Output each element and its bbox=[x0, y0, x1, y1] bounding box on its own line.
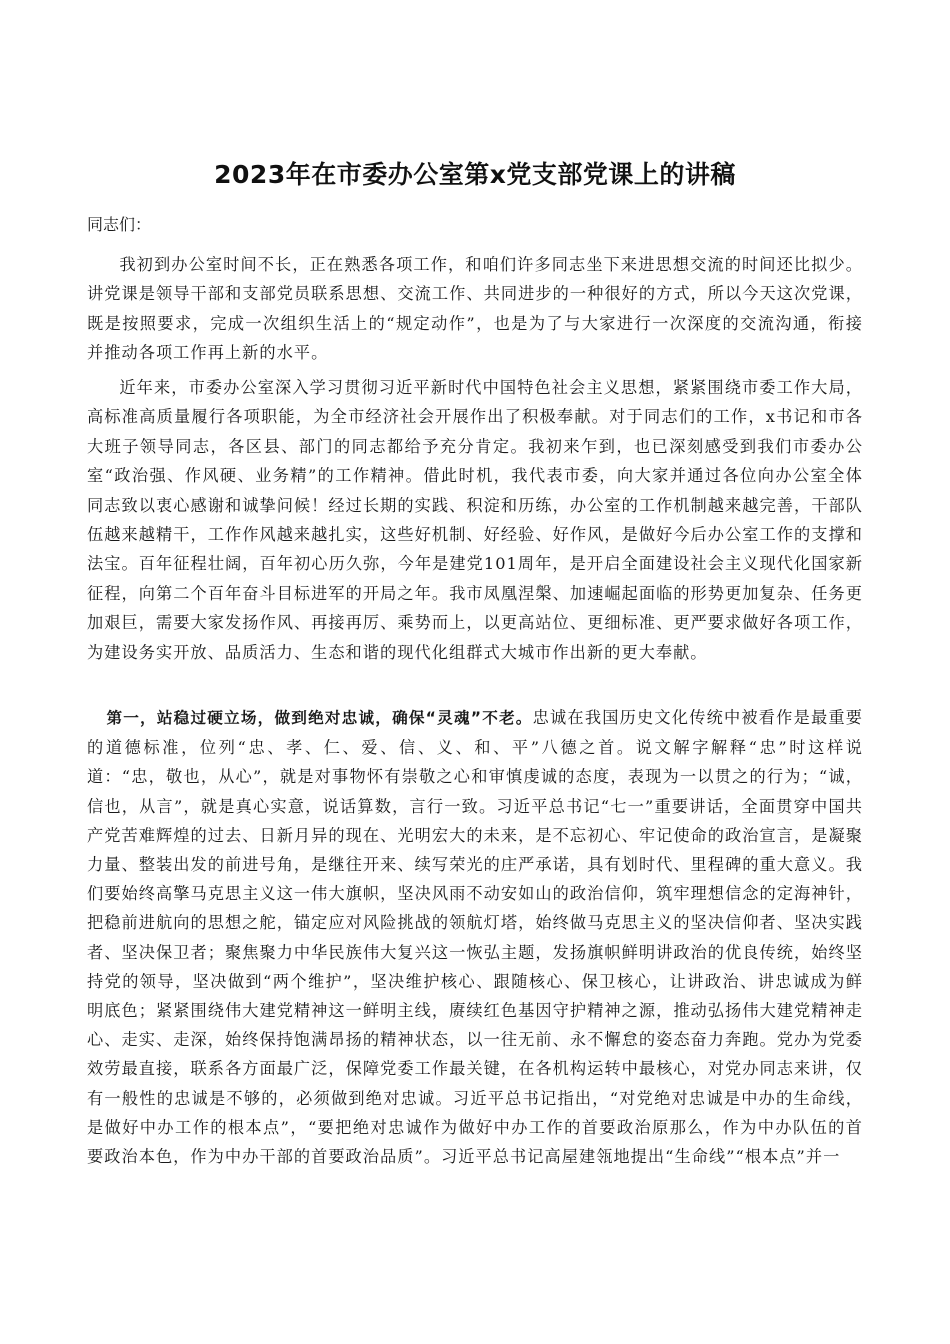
section-body: 忠诚在我国历史文化传统中被看作是最重要的道德标准，位列“忠、孝、仁、爱、信、义、和、平”八德之首。说文解字解释“忠”时这样说道：“忠，敬也，从心”，就是对事物怀有崇敬之心和审慎虔诚的态度，表现为一以贯之的行为；“诚，信也，从言”，就是真心实意，说话算数，言行一致。习近平总书记“七一”重要讲话，全面贯穿中国共产党苦难辉煌的过去、日新月异的现在、光明宏大的未来，是不忘初心、牢记使命的政治宣言，是凝聚力量、整装出发的前进号角，是继往开来、续写荣光的庄严承诺，具有划时代、里程碑的重大意义。我们要始终高擎马克思主义这一伟大旗帜，坚决风雨不动安如山的政治信仰，筑牢理想信念的定海神针，把稳前进航向的思想之舵，锚定应对风险挑战的领航灯塔，始终做马克思主义的坚决信仰者、坚决实践者、坚决保卫者；聚焦聚力中华民族伟大复兴这一恢弘主题，发扬旗帜鲜明讲政治的优良传统，始终坚持党的领导，坚决做到“两个维护”，坚决维护核心、跟随核心、保卫核心，让讲政治、讲忠诚成为鲜明底色；紧紧围绕伟大建党精神这一鲜明主线，赓续红色基因守护精神之源，推动弘扬伟大建党精神走心、走实、走深，始终保持饱满昂扬的精神状态，以一往无前、永不懈怠的姿态奋力奔跑。党办为党委效劳最直接，联系各方面最广泛，保障党委工作最关键，在各机构运转中最核心，对党办同志来讲，仅有一般性的忠诚是不够的，必须做到绝对忠诚。习近平总书记指出，“对党绝对忠诚是中办的生命线，是做好中办工作的根本点”，“要把绝对忠诚作为做好中办工作的首要政治原那么，作为中办队伍的首要政治本色，作为中办干部的首要政治品质”。习近平总书记高屋建瓴地提出“生命线”“根本点”并一 bbox=[87, 708, 863, 1167]
page-title: 2023年在市委办公室第x党支部党课上的讲稿 bbox=[214, 160, 736, 189]
section-heading: 第一，站稳过硬立场，做到绝对忠诚，确保“灵魂”不老。 bbox=[106, 709, 533, 727]
salutation: 同志们： bbox=[87, 215, 152, 234]
paragraph-section-one bbox=[87, 703, 863, 1171]
paragraph-background: 近年来，市委办公室深入学习贯彻习近平新时代中国特色社会主义思想，紧紧围绕市委工作大局，高标准高质量履行各项职能，为全市经济社会开展作出了积极奉献。对于同志们的工作，x书记和市各大班子领导同志，各区县、部门的同志都给予充分肯定。我初来乍到，也已深刻感受到我们市委办公室“政治强、作风硬、业务精”的工作精神。借此时机，我代表市委，向大家并通过各位向办公室全体同志致以衷心感谢和诚挚问候！经过长期的实践、积淀和历练，办公室的工作机制越来越完善，干部队伍越来越精干，工作作风越来越扎实，这些好机制、好经验、好作风，是做好今后办公室工作的支撑和法宝。百年征程壮阔，百年初心历久弥，今年是建党101周年，是开启全面建设社会主义现代化国家新征程，向第二个百年奋斗目标进军的开局之年。我市凤凰涅槃、加速崛起面临的形势更加复杂、任务更加艰巨，需要大家发扬作风、再接再厉、乘势而上，以更高站位、更细标准、更严要求做好各项工作，为建设务实开放、品质活力、生态和谐的现代化组群式大城市作出新的更大奉献。 bbox=[87, 378, 863, 662]
paragraph-intro: 我初到办公室时间不长，正在熟悉各项工作，和咱们许多同志坐下来进思想交流的时间还比拟少。讲党课是领导干部和支部党员联系思想、交流工作、共同进步的一种很好的方式，所以今天这次党课，既是按照要求，完成一次组织生活上的“规定动作”，也是为了与大家进行一次深度的交流沟通，衔接并推动各项工作再上新的水平。 bbox=[87, 255, 863, 363]
